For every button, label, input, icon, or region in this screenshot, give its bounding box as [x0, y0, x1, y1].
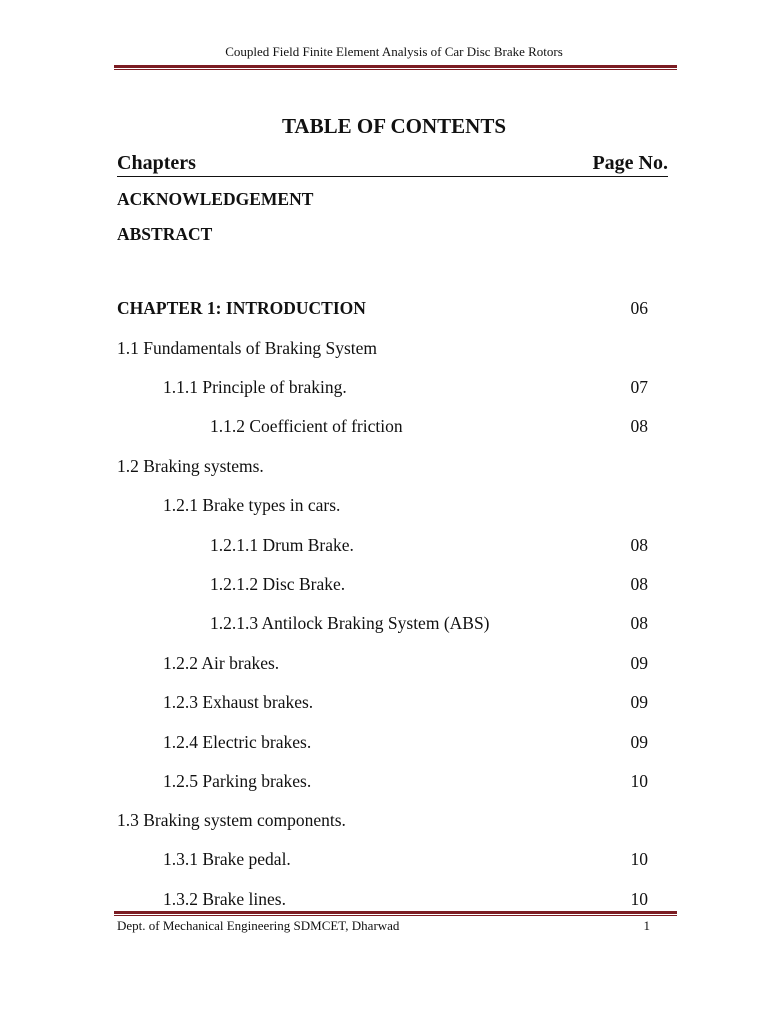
chapters-column-label: Chapters	[117, 152, 196, 174]
toc-entry-acknowledgement	[117, 188, 648, 210]
toc-entry	[117, 612, 648, 634]
toc-entry	[117, 415, 648, 437]
toc-entry-label: CHAPTER 1: INTRODUCTION	[117, 298, 366, 318]
toc-entry-page: 08	[630, 574, 648, 594]
footer-department: Dept. of Mechanical Engineering SDMCET, Dharwad	[117, 918, 400, 933]
toc-entry-label: 1.2.2 Air brakes.	[163, 653, 280, 673]
toc-entry	[117, 888, 648, 910]
running-header: Coupled Field Finite Element Analysis of Car Disc Brake Rotors	[225, 44, 563, 59]
page-no-column-label: Page No.	[592, 152, 668, 174]
toc-entry-page: 08	[630, 613, 648, 633]
toc-entry	[117, 652, 648, 674]
toc-entry-page: 09	[630, 692, 648, 712]
toc-entry-page: 09	[630, 732, 648, 752]
toc-entry-page: 08	[630, 416, 648, 436]
toc-entry-label: 1.2.4 Electric brakes.	[163, 732, 312, 752]
toc-entry-label: 1.2.1.3 Antilock Braking System (ABS)	[210, 613, 490, 633]
toc-entry-label: ACKNOWLEDGEMENT	[117, 189, 314, 209]
toc-entry-label: 1.3.1 Brake pedal.	[163, 849, 291, 869]
toc-entry-page: 07	[630, 377, 648, 397]
toc-entry-abstract	[117, 223, 648, 245]
toc-entry-label: 1.2.3 Exhaust brakes.	[163, 692, 314, 712]
toc-column-header	[117, 150, 668, 177]
toc-entry-label: 1.2.1.1 Drum Brake.	[210, 535, 354, 555]
toc-entry-label: 1.2.1 Brake types in cars.	[163, 495, 341, 515]
toc-entry-label: 1.1.1 Principle of braking.	[163, 377, 347, 397]
toc-entry-label: 1.1.2 Coefficient of friction	[210, 416, 403, 436]
toc-entry	[117, 731, 648, 753]
toc-entry-label: 1.2 Braking systems.	[117, 456, 264, 476]
toc-entry-page: 09	[630, 653, 648, 673]
toc-entry	[117, 848, 648, 870]
toc-entry-page: 10	[630, 849, 648, 869]
toc-entry-label: 1.3 Braking system components.	[117, 810, 346, 830]
toc-entry-page: 08	[630, 535, 648, 555]
toc-entry	[117, 455, 648, 477]
toc-entry	[117, 494, 648, 516]
toc-entry-label: ABSTRACT	[117, 224, 213, 244]
header-rule	[114, 65, 677, 70]
footer-rule	[114, 911, 677, 916]
toc-entry	[117, 534, 648, 556]
toc-entry-chapter-1	[117, 297, 648, 319]
toc-entry	[117, 691, 648, 713]
footer-page-number: 1	[643, 918, 650, 933]
toc-entry	[117, 337, 648, 359]
toc-entry	[117, 573, 648, 595]
toc-entry-page: 06	[630, 298, 648, 318]
toc-entry-label: 1.2.5 Parking brakes.	[163, 771, 312, 791]
toc-entry-page: 10	[630, 889, 648, 909]
toc-entry	[117, 770, 648, 792]
toc-entry-label: 1.2.1.2 Disc Brake.	[210, 574, 346, 594]
toc-entry-label: 1.1 Fundamentals of Braking System	[117, 338, 378, 358]
toc-entry	[117, 809, 648, 831]
toc-entry-label: 1.3.2 Brake lines.	[163, 889, 286, 909]
toc-entry-page: 10	[630, 771, 648, 791]
toc-title: TABLE OF CONTENTS	[281, 114, 507, 138]
toc-entry	[117, 376, 648, 398]
